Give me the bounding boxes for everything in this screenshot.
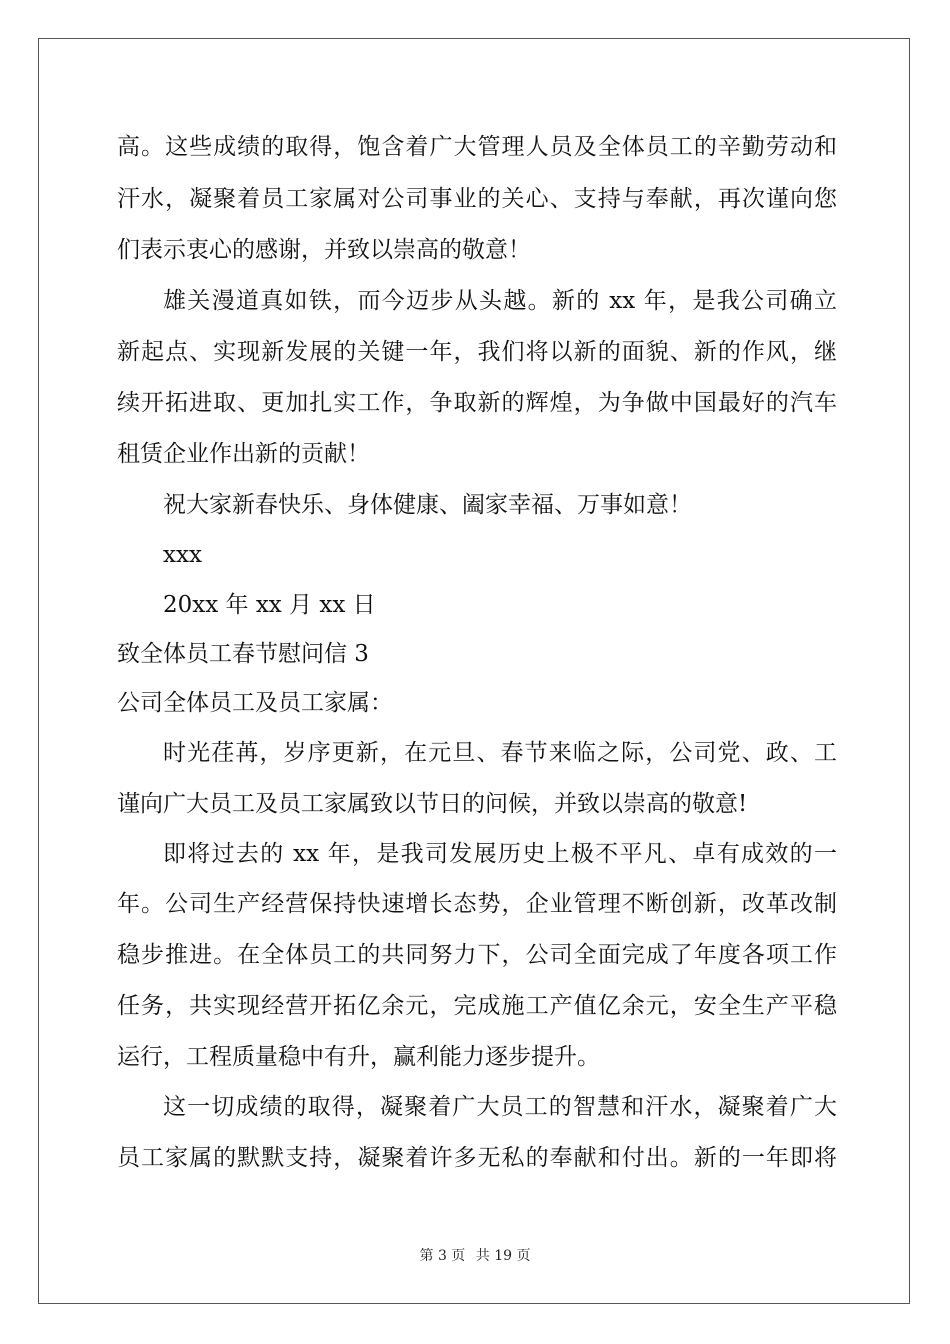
body-line: 们表示衷心的感谢，并致以崇高的敬意！ (117, 237, 531, 263)
body-line: 租赁企业作出新的贡献！ (117, 441, 370, 467)
body-line: 谨向广大员工及员工家属致以节日的问候，并致以崇高的敬意! (117, 791, 748, 817)
body-line: 运行，工程质量稳中有升，赢利能力逐步提升。 (117, 1044, 600, 1070)
body-line: 续开拓进取、更加扎实工作，争取新的辉煌，为争做中国最好的汽车 (117, 390, 837, 416)
body-line: 这一切成绩的取得，凝聚着广大员工的智慧和汗水，凝聚着广大 (163, 1094, 837, 1120)
body-line: 时光荏苒，岁序更新，在元旦、春节来临之际，公司党、政、工 (163, 740, 837, 766)
body-line: 汗水，凝聚着员工家属对公司事业的关心、支持与奉献，再次谨向您 (117, 186, 837, 212)
salutation: 公司全体员工及员工家属： (117, 690, 393, 716)
body-line: 稳步推进。在全体员工的共同努力下，公司全面完成了年度各项工作 (117, 942, 837, 968)
letter-title: 致全体员工春节慰问信 3 (117, 641, 369, 667)
signature: xxx (163, 542, 202, 568)
body-line: 高。这些成绩的取得，饱含着广大管理人员及全体员工的辛勤劳动和 (117, 134, 837, 160)
body-line: 祝大家新春快乐、身体健康、阖家幸福、万事如意！ (163, 492, 692, 518)
body-line: 新起点、实现新发展的关键一年，我们将以新的面貌、新的作风，继 (117, 339, 837, 365)
page-total: 共 19 页 (475, 1248, 531, 1264)
page-footer (0, 1245, 950, 1265)
date: 20xx 年 xx 月 xx 日 (163, 592, 376, 618)
body-line: 任务，共实现经营开拓亿余元，完成施工产值亿余元，安全生产平稳 (117, 993, 837, 1019)
body-line: 即将过去的 xx 年，是我司发展历史上极不平凡、卓有成效的一 (163, 841, 837, 867)
body-line: 雄关漫道真如铁，而今迈步从头越。新的 xx 年，是我公司确立 (163, 288, 837, 314)
body-line: 年。公司生产经营保持快速增长态势，企业管理不断创新，改革改制 (117, 891, 837, 917)
page-number: 第 3 页 (419, 1248, 466, 1264)
body-line: 员工家属的默默支持，凝聚着许多无私的奉献和付出。新的一年即将 (117, 1145, 837, 1171)
